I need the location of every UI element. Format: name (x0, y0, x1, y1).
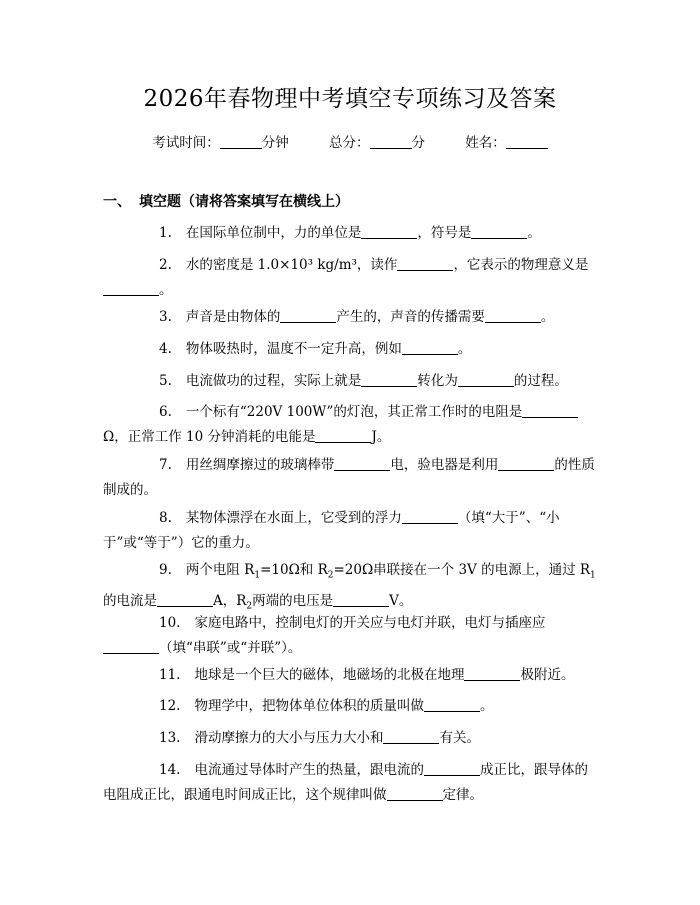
question-number: 9. (159, 562, 172, 578)
answer-blank[interactable] (397, 257, 453, 271)
question-number: 8. (159, 510, 172, 526)
question-2 (103, 253, 600, 303)
question-text: 产生的，声音的传播需要 (336, 309, 485, 325)
question-text: 水的密度是 1.0×10³ kg/m³，读作 (185, 257, 398, 273)
question-text: 转化为 (417, 373, 458, 389)
question-text: 物理学中，把物体单位体积的质量叫做 (194, 698, 424, 714)
question-10 (103, 611, 600, 661)
question-text: =20Ω串联接在一个 3V 的电源上，通过 R (333, 562, 591, 578)
question-8 (103, 506, 600, 556)
question-1 (103, 221, 600, 246)
question-number: 14. (159, 762, 181, 778)
question-text: 电，验电器是利用 (390, 457, 499, 473)
answer-blank[interactable] (361, 373, 417, 387)
answer-blank[interactable] (103, 640, 159, 654)
subscript: 1 (590, 570, 596, 581)
section-heading (103, 191, 349, 211)
time-blank[interactable] (220, 135, 262, 149)
question-text: 家庭电路中，控制电灯的开关应与电灯并联，电灯与插座应 (194, 615, 546, 631)
question-text: 的电流是 (103, 592, 157, 609)
answer-blank[interactable] (280, 309, 336, 323)
question-text: 两个电阻 R (185, 562, 255, 578)
question-number: 6. (159, 404, 172, 420)
question-text: 有关。 (439, 730, 480, 746)
answer-blank[interactable] (402, 341, 458, 355)
subscript: 1 (254, 570, 261, 581)
question-text: 声音是由物体的 (185, 309, 281, 325)
question-14 (103, 758, 600, 808)
question-3 (103, 305, 600, 330)
question-text: 。 (540, 309, 555, 325)
question-text: ，符号是 (417, 225, 472, 241)
section-title: 填空题（请将答案填写在横线上） (139, 194, 349, 210)
question-number: 13. (159, 730, 181, 746)
question-text: 物体吸热时，温度不一定升高，例如 (185, 341, 402, 357)
answer-blank[interactable] (157, 593, 213, 607)
subscript: 2 (327, 570, 334, 581)
question-text: 定律。 (442, 787, 483, 803)
question-number: 4. (159, 341, 172, 357)
question-text: 用丝绸摩擦过的玻璃棒带 (185, 457, 335, 473)
question-text: 在国际单位制中，力的单位是 (185, 225, 362, 241)
answer-blank[interactable] (424, 698, 480, 712)
question-number: 12. (159, 698, 181, 714)
question-7 (103, 453, 600, 503)
answer-blank[interactable] (383, 730, 439, 744)
question-text: 的过程。 (513, 373, 568, 389)
question-text: A，R (213, 592, 247, 609)
question-11 (103, 663, 600, 688)
subscript: 2 (246, 601, 253, 612)
question-text: V。 (389, 592, 413, 609)
question-text: 。 (479, 698, 494, 714)
score-label: 总分： (329, 135, 370, 151)
question-number: 2. (159, 257, 172, 273)
question-text: J。 (371, 429, 391, 445)
exam-meta (0, 131, 700, 151)
question-number: 11. (159, 667, 181, 683)
question-text: 一个标有“220V 100W”的灯泡，其正常工作时的电阻是 (185, 404, 523, 420)
answer-blank[interactable] (103, 282, 159, 296)
question-text: 。 (527, 225, 541, 241)
section-number: 一、 (103, 194, 131, 210)
answer-blank[interactable] (333, 593, 389, 607)
time-field (152, 135, 289, 151)
question-13 (103, 726, 600, 751)
question-number: 3. (159, 309, 172, 325)
answer-blank[interactable] (387, 787, 443, 801)
answer-blank[interactable] (464, 667, 520, 681)
question-4 (103, 337, 600, 362)
question-5 (103, 369, 600, 394)
answer-blank[interactable] (334, 457, 390, 471)
answer-blank[interactable] (424, 762, 480, 776)
question-text: 极附近。 (520, 667, 575, 683)
question-text: 某物体漂浮在水面上，它受到的浮力 (185, 510, 402, 526)
page-title: 2026年春物理中考填空专项练习及答案 (143, 86, 557, 112)
question-text: 的性质制成的。 (103, 457, 595, 498)
answer-blank[interactable] (485, 309, 541, 323)
question-number: 5. (159, 373, 172, 389)
question-text: 电流做功的过程，实际上就是 (185, 373, 362, 389)
answer-blank[interactable] (498, 457, 554, 471)
answer-blank[interactable] (315, 429, 371, 443)
time-label: 考试时间： (152, 135, 220, 151)
question-number: 1. (159, 225, 172, 241)
question-12 (103, 694, 600, 719)
question-text: 地球是一个巨大的磁体，地磁场的北极在地理 (194, 667, 465, 683)
answer-blank[interactable] (402, 510, 458, 524)
question-text: =10Ω和 R (260, 562, 328, 578)
score-field (329, 135, 425, 151)
question-text: 。 (159, 282, 173, 298)
time-unit: 分钟 (261, 135, 289, 151)
question-text: （填“串联”或“并联”）。 (159, 640, 302, 656)
question-text: Ω，正常工作 10 分钟消耗的电能是 (103, 429, 316, 445)
name-label: 姓名： (465, 135, 506, 151)
question-text: 成正比，跟导体的电阻成正比，跟通电时间成正比，这个规律叫做 (103, 762, 588, 803)
question-number: 10. (159, 615, 181, 631)
question-text: ，它表示的物理意义是 (453, 257, 589, 273)
answer-blank[interactable] (522, 404, 578, 418)
question-text: 滑动摩擦力的大小与压力大小和 (194, 730, 384, 746)
name-field (465, 135, 548, 151)
score-unit: 分 (411, 135, 425, 151)
answer-blank[interactable] (458, 373, 514, 387)
question-text: 两端的电压是 (252, 592, 334, 609)
score-blank[interactable] (370, 135, 412, 149)
question-text: （填“大于”、“小于”或“等于”）它的重力。 (103, 510, 560, 551)
question-text: 。 (457, 341, 472, 357)
question-number: 7. (159, 457, 172, 473)
name-blank[interactable] (506, 135, 548, 149)
answer-blank[interactable] (471, 225, 527, 239)
question-text: 电流通过导体时产生的热量，跟电流的 (194, 762, 424, 778)
question-6 (103, 400, 600, 450)
answer-blank[interactable] (361, 225, 417, 239)
